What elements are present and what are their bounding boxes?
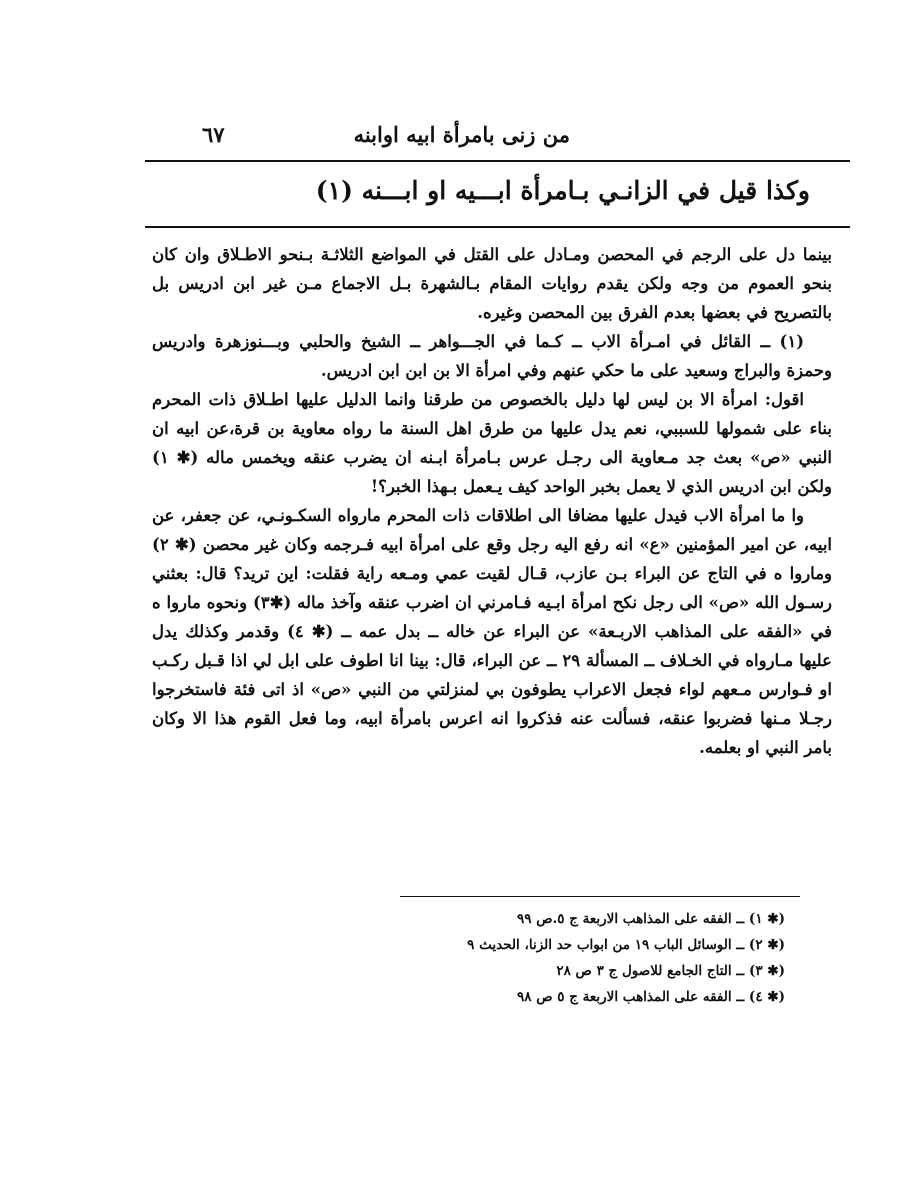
paragraph: اقول: امرأة الا بن ليس لها دليل بالخصوص من طرقنا وانما الدليل عليها اطـلاق ذات المحرم بناء على شمولها للسببي، نعم يدل عليها من طرق اهل السنة ما رواه معاوية بن قرة،عن ابيه ان النبي «ص» بعث جد مـعاوية الى رجـل عرس بـامرأة ابـنه ان يضرب عنقه ويخمس ماله (✱ ١) ولكن ابن ادريس الذي لا يعمل بخبر الواحد كيف يـعمل بـهذا الخبر؟! <box>152 390 832 496</box>
running-title: من زنى بامرأة ابيه اوابنه <box>353 122 570 147</box>
page-number: ٦٧ <box>202 122 225 147</box>
body-text <box>152 240 832 762</box>
footnote: (✱ ١) ــ الفقه على المذاهب الاربعة ج ٥.ص ٩٩ <box>517 911 785 927</box>
heading-divider <box>145 226 850 228</box>
footnote: (✱ ٣) ــ التاج الجامع للاصول ج ٣ ص ٢٨ <box>556 963 785 979</box>
page-header <box>150 122 840 158</box>
paragraph: بينما دل على الرجم في المحصن ومـادل على القتل في المواضع الثلاثـة بـنحو الاطـلاق وان كان بنحو العموم من وجه ولكن يقدم روايات المقام بـالشهرة بـل الاجماع مـن غير ابن ادريس بل بالتصريح في بعضها بعدم الفرق بين المحصن وغيره. <box>152 245 832 322</box>
footnotes <box>365 906 785 1010</box>
footnote: (✱ ٢) ــ الوسائل الباب ١٩ من ابواب حد الزنا، الحديث ٩ <box>467 937 785 953</box>
header-divider <box>145 160 850 162</box>
section-heading: وكذا قيل في الزانـي بـامرأة ابـــيه او ابـــنه (١) <box>315 176 810 205</box>
paragraph: وا ما امرأة الاب فيدل عليها مضافا الى اطلاقات ذات المحرم مارواه السكـونـي، عن جعفر، عن ابيه، عن امير المؤمنين «ع» انه رفع اليه رجل وقع على امرأة ابيه فـرجمه وكان غير محصن (✱ ٢) وماروا ه في التاج عن البراء بـن عازب، قـال لقيت عمي ومـعه راية فقلت: اين تريد؟ قال: بعثني رسـول الله «ص» الى رجل نكح امرأة ابـيه فـامرني ان اضرب عنقه وآخذ ماله (✱٣) ونحوه ماروا ه في «الفقه على المذاهب الاربـعة» عن البراء عن خاله ــ بدل عمه ــ (✱ ٤) وقدمر وكذلك يدل عليها مـارواه في الخـلاف ــ المسألة ٢٩ ــ عن البراء، قال: بينا انا اطوف على ابل لي اذا قـبل ركـب او فـوارس مـعهم لواء فجعل الاعراب يطوفون بي لمنزلتي من النبي «ص» اذ اتى فئة فاستخرجوا رجـلا مـنها فضربوا عنقه، فسألت عنه فذكروا انه اعرس بامرأة ابيه، وما فعل القوم هذا الا وكان بامر النبي او بعلمه. <box>152 506 832 757</box>
footnote-divider <box>400 896 800 897</box>
footnote: (✱ ٤) ــ الفقه على المذاهب الاربعة ج ٥ ص ٩٨ <box>517 989 785 1005</box>
paragraph: (١) ــ القائل في امـرأة الاب ــ كـما في الجـــواهر ــ الشيخ والحلبي وبـــنوزهرة وادريس وحمزة والبراج وسعيد على ما حكي عنهم وفي امرأة الا بن ابن ابن ادريس. <box>152 332 832 380</box>
